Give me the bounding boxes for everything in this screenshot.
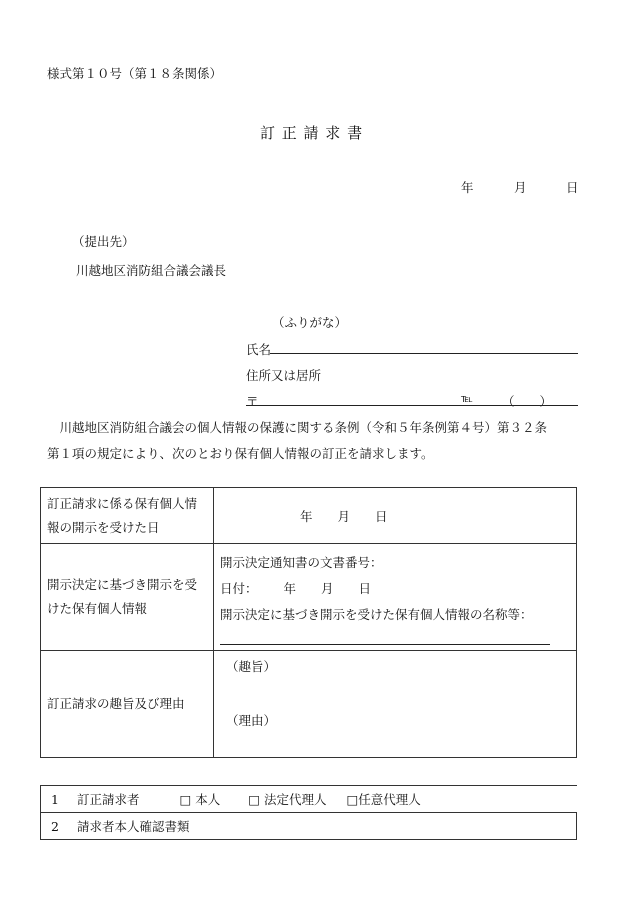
page-title: 訂 正 請 求 書 [260,124,364,142]
row2-doc-number: 開示決定通知書の文書番号： [220,555,383,570]
furigana-label: （ふりがな） [272,315,348,330]
row1-date-cell[interactable] [214,488,577,544]
bottom-row1-number: 1 [51,792,59,807]
row2-label-cell [41,544,214,651]
bottom-row1-label: 訂正請求者 [76,792,140,807]
row2-date-label: 日付： [220,581,258,596]
table-row [41,813,577,840]
table-row [41,488,577,544]
row2-label-line1: 開示決定に基づき開示を受 [47,577,198,592]
date-year: 年 [461,180,474,195]
recipient-label: （提出先） [72,234,135,249]
address-label: 住所又は居所 [246,368,322,383]
bottom-row2-number: 2 [51,819,59,834]
recipient-name: 川越地区消防組合議会議長 [76,263,227,278]
bottom-row2-label: 請求者本人確認書類 [76,819,190,834]
row1-label-line2: 報の開示を受けた日 [47,519,160,535]
table-row [41,544,577,651]
table-row [41,651,577,758]
postal-mark: 〒 [246,394,259,409]
option-voluntary-agent[interactable]: □任意代理人 [346,792,421,807]
name-label: 氏名 [246,342,272,357]
table-row [41,786,577,813]
date-month: 月 [514,180,527,195]
row3-purpose: （趣旨） [226,659,277,674]
row3-label-cell [41,651,214,758]
row3-reason: （理由） [226,713,277,728]
row2-date-values: 年 月 日 [283,581,372,596]
option-legal-agent[interactable]: □ 法定代理人 [248,792,327,807]
row2-name-label: 開示決定に基づき開示を受けた保有個人情報の名称等： [220,607,533,622]
row2-label-line2: けた保有個人情報 [47,601,148,616]
tel-parens: （ ） [502,394,553,409]
row1-label-line1: 訂正請求に係る保有個人情 [47,495,198,511]
tel-mark: ℡ [461,392,473,405]
row3-content-cell[interactable] [214,651,577,758]
request-table [40,487,577,758]
name-underline [270,353,578,354]
row1-label-cell [41,488,214,544]
row2-name-underline [220,628,550,645]
row1-date: 年 月 日 [300,508,388,524]
bottom-row1-cell [41,786,577,813]
row2-content-cell[interactable] [214,544,577,651]
body-text-line1: 川越地区消防組合議会の個人情報の保護に関する条例（令和５年条例第４号）第３２条 [47,420,548,435]
body-text-line2: 第１項の規定により、次のとおり保有個人情報の訂正を請求します。 [47,446,434,461]
form-number: 様式第１０号（第１８条関係） [47,66,223,81]
row3-label: 訂正請求の趣旨及び理由 [47,696,185,711]
applicant-type-table [40,785,577,840]
date-day: 日 [566,180,579,195]
option-self[interactable]: □ 本人 [179,792,221,807]
address-underline [246,405,578,406]
bottom-row2-cell [41,813,577,840]
